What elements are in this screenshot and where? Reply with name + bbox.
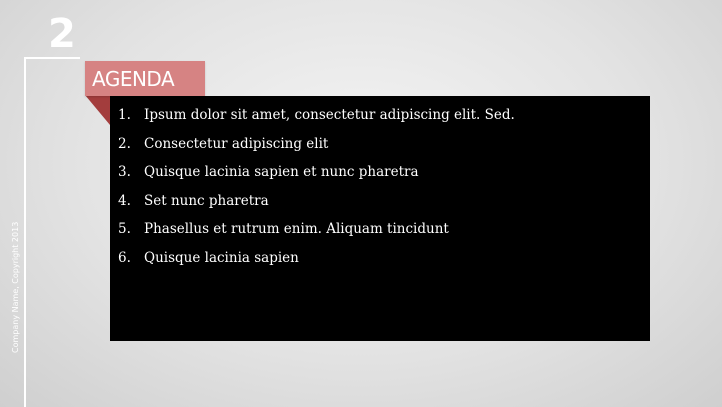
agenda-item-text: Consectetur adipiscing elit [144, 135, 329, 152]
slide-number: 2 [48, 11, 76, 57]
agenda-item-number: 1. [118, 107, 131, 123]
agenda-item-number: 6. [118, 249, 131, 266]
agenda-item-text: Quisque lacinia sapien [144, 249, 299, 266]
agenda-item [118, 105, 650, 134]
agenda-item-number: 4. [118, 192, 131, 209]
agenda-list [110, 96, 650, 277]
agenda-item-number: 5. [118, 221, 131, 238]
agenda-item-text: Quisque lacinia sapien et nunc pharetra [144, 164, 419, 181]
agenda-item-number: 3. [118, 164, 131, 181]
frame-line-left [24, 57, 26, 407]
banner-fold [85, 95, 110, 125]
agenda-content-box [110, 96, 650, 341]
footer-copyright: Company Name, Copyright 2013 [11, 221, 20, 353]
agenda-item [118, 162, 650, 191]
agenda-item-text: Ipsum dolor sit amet, consectetur adipiscing elit. Sed. [144, 107, 515, 123]
agenda-item [118, 248, 650, 277]
frame-line-top [24, 57, 80, 59]
agenda-item-text: Phasellus et rutrum enim. Aliquam tincidunt [144, 221, 449, 238]
agenda-item [118, 134, 650, 163]
agenda-item-text: Set nunc pharetra [144, 192, 269, 209]
agenda-title-banner: AGENDA [85, 61, 205, 96]
agenda-item [118, 191, 650, 220]
agenda-item [118, 219, 650, 248]
agenda-item-number: 2. [118, 135, 131, 152]
